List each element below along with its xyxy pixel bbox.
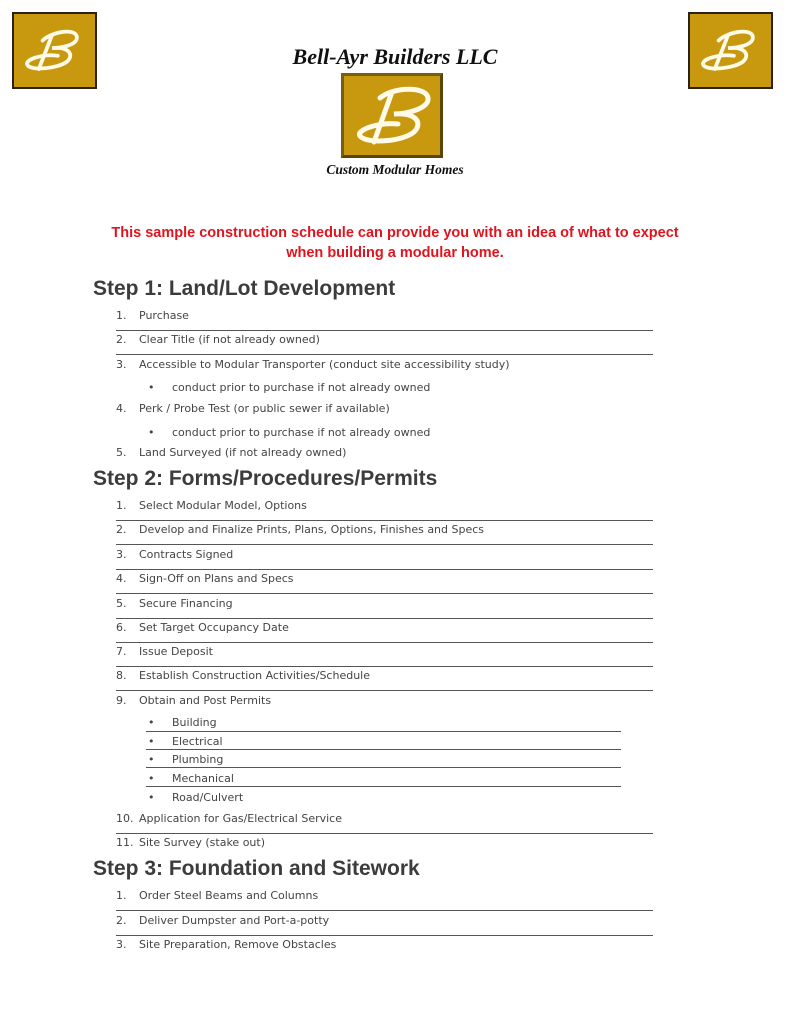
list-item bbox=[116, 694, 653, 707]
list-item bbox=[116, 836, 653, 849]
sub-list-item bbox=[146, 426, 430, 439]
item-text: Deliver Dumpster and Port-a-potty bbox=[139, 914, 330, 927]
item-text: Obtain and Post Permits bbox=[139, 694, 272, 707]
item-text: Establish Construction Activities/Schedule bbox=[139, 669, 370, 682]
item-text: Site Preparation, Remove Obstacles bbox=[139, 938, 337, 951]
sub-list-item bbox=[146, 791, 243, 804]
list-item bbox=[116, 523, 653, 545]
list-item bbox=[116, 548, 653, 570]
list-item bbox=[116, 402, 653, 415]
sub-list-item bbox=[146, 753, 621, 768]
list-item bbox=[116, 597, 653, 619]
sub-item-text: Mechanical bbox=[172, 772, 234, 785]
sub-item-text: conduct prior to purchase if not already owned bbox=[172, 426, 431, 439]
sub-list-item bbox=[146, 716, 621, 732]
item-number: 1. bbox=[116, 309, 127, 322]
bullet-icon: • bbox=[148, 735, 155, 748]
item-text: Contracts Signed bbox=[139, 548, 234, 561]
item-text: Secure Financing bbox=[139, 597, 233, 610]
sub-list-item bbox=[146, 381, 430, 394]
step-3-heading: Step 3: Foundation and Sitework bbox=[93, 857, 420, 880]
item-number: 6. bbox=[116, 621, 127, 634]
item-number: 1. bbox=[116, 889, 127, 902]
sub-item-text: conduct prior to purchase if not already owned bbox=[172, 381, 431, 394]
item-number: 10. bbox=[116, 812, 134, 825]
item-number: 7. bbox=[116, 645, 127, 658]
sub-item-text: Road/Culvert bbox=[172, 791, 244, 804]
list-item bbox=[116, 812, 653, 834]
sub-list-item bbox=[146, 735, 621, 750]
item-number: 2. bbox=[116, 333, 127, 346]
item-text: Clear Title (if not already owned) bbox=[139, 333, 320, 346]
script-b-logo-icon bbox=[344, 76, 440, 155]
item-number: 2. bbox=[116, 523, 127, 536]
sub-item-text: Plumbing bbox=[172, 753, 224, 766]
item-number: 4. bbox=[116, 572, 127, 585]
item-number: 2. bbox=[116, 914, 127, 927]
item-number: 9. bbox=[116, 694, 127, 707]
list-item bbox=[116, 446, 653, 459]
item-text: Application for Gas/Electrical Service bbox=[139, 812, 342, 825]
bullet-icon: • bbox=[148, 381, 155, 394]
bullet-icon: • bbox=[148, 772, 155, 785]
sub-list-item bbox=[146, 772, 621, 787]
item-text: Site Survey (stake out) bbox=[139, 836, 266, 849]
list-item bbox=[116, 309, 653, 331]
item-text: Develop and Finalize Prints, Plans, Options, Finishes and Specs bbox=[139, 523, 485, 536]
bullet-icon: • bbox=[148, 716, 155, 729]
item-text: Perk / Probe Test (or public sewer if available) bbox=[139, 402, 390, 415]
item-text: Accessible to Modular Transporter (conduct site accessibility study) bbox=[139, 358, 510, 371]
sub-item-text: Building bbox=[172, 716, 217, 729]
list-item bbox=[116, 645, 653, 667]
company-name: Bell-Ayr Builders LLC bbox=[292, 44, 498, 69]
step-2-heading: Step 2: Forms/Procedures/Permits bbox=[93, 467, 438, 490]
list-item bbox=[116, 572, 653, 594]
bullet-icon: • bbox=[148, 753, 155, 766]
list-item bbox=[116, 499, 653, 521]
item-text: Land Surveyed (if not already owned) bbox=[139, 446, 347, 459]
list-item bbox=[116, 669, 653, 691]
bullet-icon: • bbox=[148, 791, 155, 804]
logo-center bbox=[341, 73, 443, 158]
item-number: 5. bbox=[116, 597, 127, 610]
item-number: 3. bbox=[116, 358, 127, 371]
step-1-heading: Step 1: Land/Lot Development bbox=[93, 277, 396, 300]
item-number: 3. bbox=[116, 548, 127, 561]
item-number: 4. bbox=[116, 402, 127, 415]
bullet-icon: • bbox=[148, 426, 155, 439]
item-text: Issue Deposit bbox=[139, 645, 213, 658]
list-item bbox=[116, 621, 653, 643]
list-item bbox=[116, 938, 653, 951]
intro-text: This sample construction schedule can provide you with an idea of what to expect when building a modular home. bbox=[111, 225, 679, 261]
item-text: Select Modular Model, Options bbox=[139, 499, 307, 512]
item-text: Sign-Off on Plans and Specs bbox=[139, 572, 294, 585]
list-item bbox=[116, 358, 653, 371]
item-text: Purchase bbox=[139, 309, 189, 322]
item-text: Set Target Occupancy Date bbox=[139, 621, 289, 634]
item-number: 8. bbox=[116, 669, 127, 682]
item-number: 3. bbox=[116, 938, 127, 951]
item-text: Order Steel Beams and Columns bbox=[139, 889, 319, 902]
list-item bbox=[116, 889, 653, 911]
list-item bbox=[116, 914, 653, 936]
item-number: 11. bbox=[116, 836, 134, 849]
sub-item-text: Electrical bbox=[172, 735, 223, 748]
list-item bbox=[116, 333, 653, 355]
item-number: 1. bbox=[116, 499, 127, 512]
tagline: Custom Modular Homes bbox=[326, 162, 464, 177]
item-number: 5. bbox=[116, 446, 127, 459]
